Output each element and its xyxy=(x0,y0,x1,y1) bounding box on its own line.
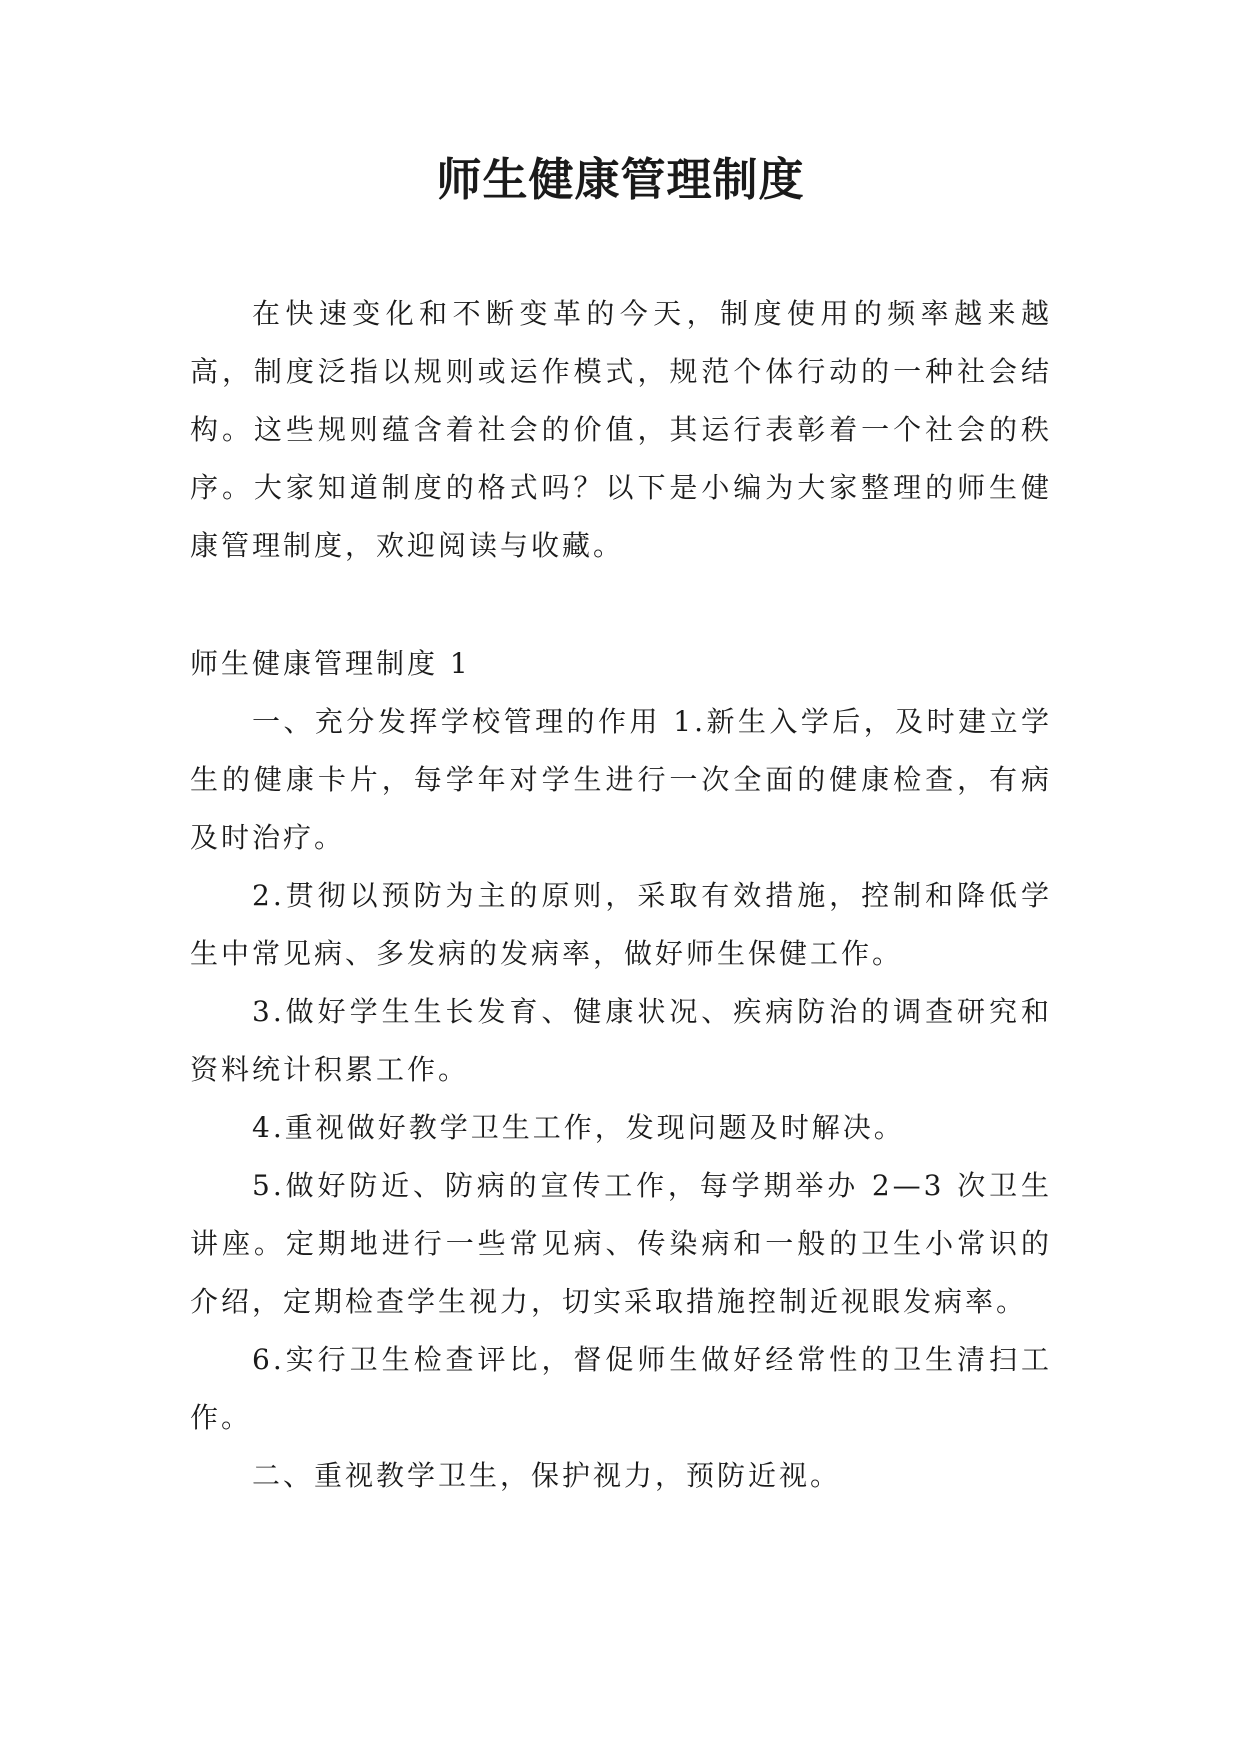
paragraph-5: 5.做好防近、防病的宣传工作，每学期举办 2—3 次卫生讲座。定期地进行一些常见病、传染病和一般的卫生小常识的介绍，定期检查学生视力，切实采取措施控制近视眼发病率。 xyxy=(190,1169,1052,1318)
document-title: 师生健康管理制度 xyxy=(436,153,805,206)
paragraph-2: 2.贯彻以预防为主的原则，采取有效措施，控制和降低学生中常见病、多发病的发病率，做好师生保健工作。 xyxy=(190,879,1052,970)
intro-paragraph: 在快速变化和不断变革的今天，制度使用的频率越来越高，制度泛指以规则或运作模式，规范个体行动的一种社会结构。这些规则蕴含着社会的价值，其运行表彰着一个社会的秩序。大家知道制度的格式吗？以下是小编为大家整理的师生健康管理制度，欢迎阅读与收藏。 xyxy=(190,297,1052,562)
paragraph-6: 6.实行卫生检查评比，督促师生做好经常性的卫生清扫工作。 xyxy=(190,1343,1052,1434)
paragraph-3: 3.做好学生生长发育、健康状况、疾病防治的调查研究和资料统计积累工作。 xyxy=(190,995,1052,1086)
paragraph-7: 二、重视教学卫生，保护视力，预防近视。 xyxy=(252,1459,842,1492)
content-section xyxy=(190,635,1052,1505)
section-heading: 师生健康管理制度 1 xyxy=(190,647,471,680)
paragraph-1: 一、充分发挥学校管理的作用 1.新生入学后，及时建立学生的健康卡片，每学年对学生进行一次全面的健康检查，有病及时治疗。 xyxy=(190,705,1052,854)
intro-section xyxy=(190,285,1052,575)
paragraph-4: 4.重视做好教学卫生工作，发现问题及时解决。 xyxy=(252,1111,905,1144)
